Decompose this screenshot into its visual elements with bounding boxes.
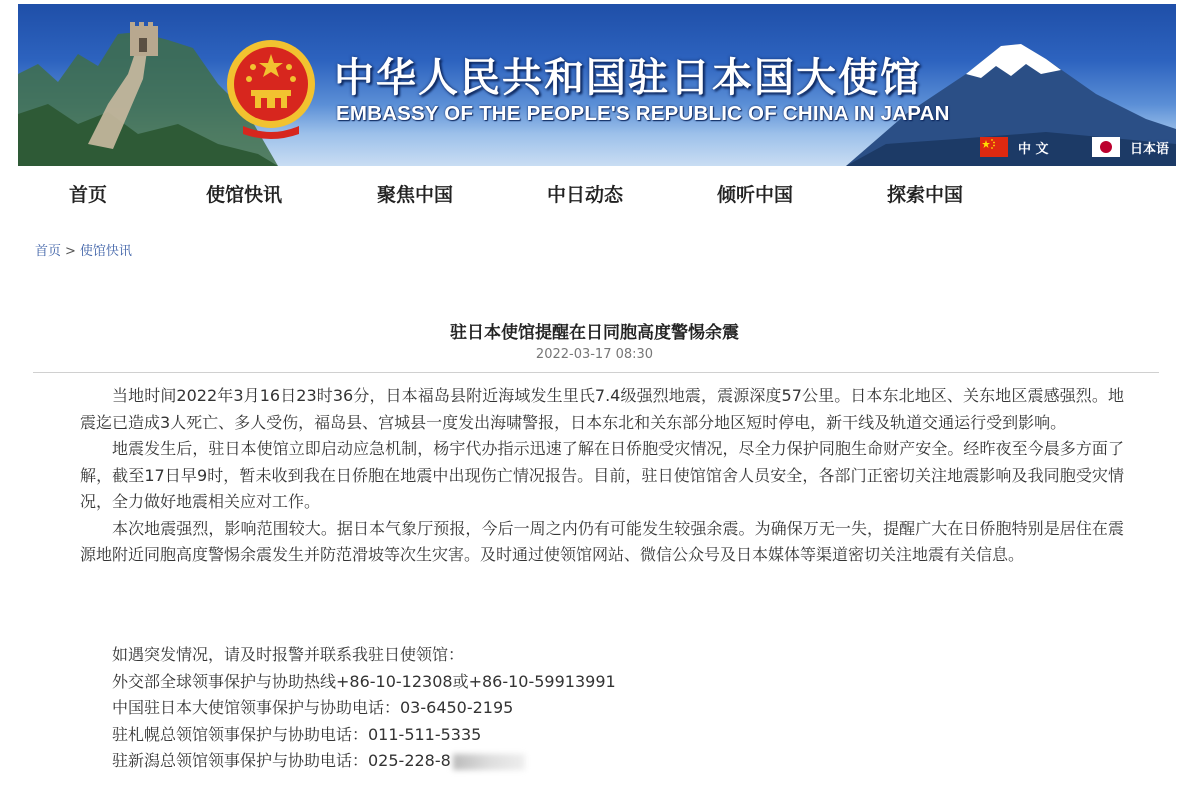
contact-line-text: 驻新潟总领馆领事保护与协助电话：025-228-8 [112, 751, 451, 770]
contact-line: 驻札幌总领馆领事保护与协助电话：011-511-5335 [112, 724, 482, 744]
nav-item-listen-china[interactable]: 倾听中国 [717, 184, 794, 206]
blurred-redaction [453, 754, 525, 770]
china-flag-icon [980, 137, 1008, 157]
article-body [80, 383, 1124, 569]
contact-line: 外交部全球领事保护与协助热线+86-10-12308或+86-10-59913991 [112, 671, 616, 691]
header-banner [18, 4, 1176, 166]
contact-list [112, 642, 616, 775]
main-nav [0, 166, 1189, 218]
nav-item-china-japan[interactable]: 中日动态 [547, 184, 624, 206]
title-divider [33, 372, 1159, 373]
contact-line-truncated [112, 748, 616, 775]
language-chinese-link[interactable] [980, 137, 1049, 157]
article-date: 2022-03-17 08:30 [535, 347, 654, 362]
article-paragraph: 本次地震强烈，影响范围较大。据日本气象厅预报，今后一周之内仍有可能发生较强余震。为确保万无一失，提醒广大在日侨胞特别是居住在震源地附近同胞高度警惕余震发生并防范滑坡等次生灾害。及时通过使领馆网站、微信公众号及日本媒体等渠道密切关注地震有关信息。 [80, 518, 1124, 564]
breadcrumb-current-link[interactable]: 使馆快讯 [79, 244, 132, 259]
contact-line: 中国驻日本大使馆领事保护与协助电话：03-6450-2195 [112, 698, 514, 717]
breadcrumb-home-link[interactable]: 首页 [35, 244, 62, 259]
article-paragraph: 当地时间2022年3月16日23时36分，日本福岛县附近海域发生里氏7.4级强烈地震，震源深度57公里。日本东北地区、关东地区震感强烈。地震迄已造成3人死亡、多人受伤，福岛县、宫城县一度发出海啸警报，日本东北和关东部分地区短时停电，新干线及轨道交通运行受到影响。 [80, 386, 1124, 432]
site-title-english: EMBASSY OF THE PEOPLE'S REPUBLIC OF CHINA IN JAPAN [336, 102, 950, 125]
language-japanese-link[interactable] [1092, 137, 1169, 157]
national-emblem-icon [223, 34, 319, 142]
japan-flag-icon [1092, 137, 1120, 157]
contact-intro: 如遇突发情况，请及时报警并联系我驻日使领馆： [112, 645, 465, 664]
language-chinese-label: 中 文 [1018, 141, 1049, 157]
breadcrumb-separator: > [65, 244, 76, 259]
breadcrumb [35, 240, 132, 259]
nav-item-explore-china[interactable]: 探索中国 [887, 184, 964, 206]
article-title: 驻日本使馆提醒在日同胞高度警惕余震 [450, 323, 739, 343]
nav-item-home[interactable]: 首页 [69, 184, 108, 206]
nav-item-focus-china[interactable]: 聚焦中国 [377, 184, 454, 206]
language-japanese-label: 日本语 [1130, 141, 1170, 157]
nav-item-embassy-news[interactable]: 使馆快讯 [206, 184, 283, 206]
article-paragraph: 地震发生后，驻日本使馆立即启动应急机制，杨宇代办指示迅速了解在日侨胞受灾情况，尽全力保护同胞生命财产安全。经昨夜至今晨多方面了解，截至17日早9时，暂未收到我在日侨胞在地震中出现伤亡情况报告。目前，驻日使馆馆舍人员安全，各部门正密切关注地震影响及我同胞受灾情况，全力做好地震相关应对工作。 [80, 439, 1124, 511]
site-title-chinese: 中华人民共和国驻日本国大使馆 [334, 55, 922, 101]
